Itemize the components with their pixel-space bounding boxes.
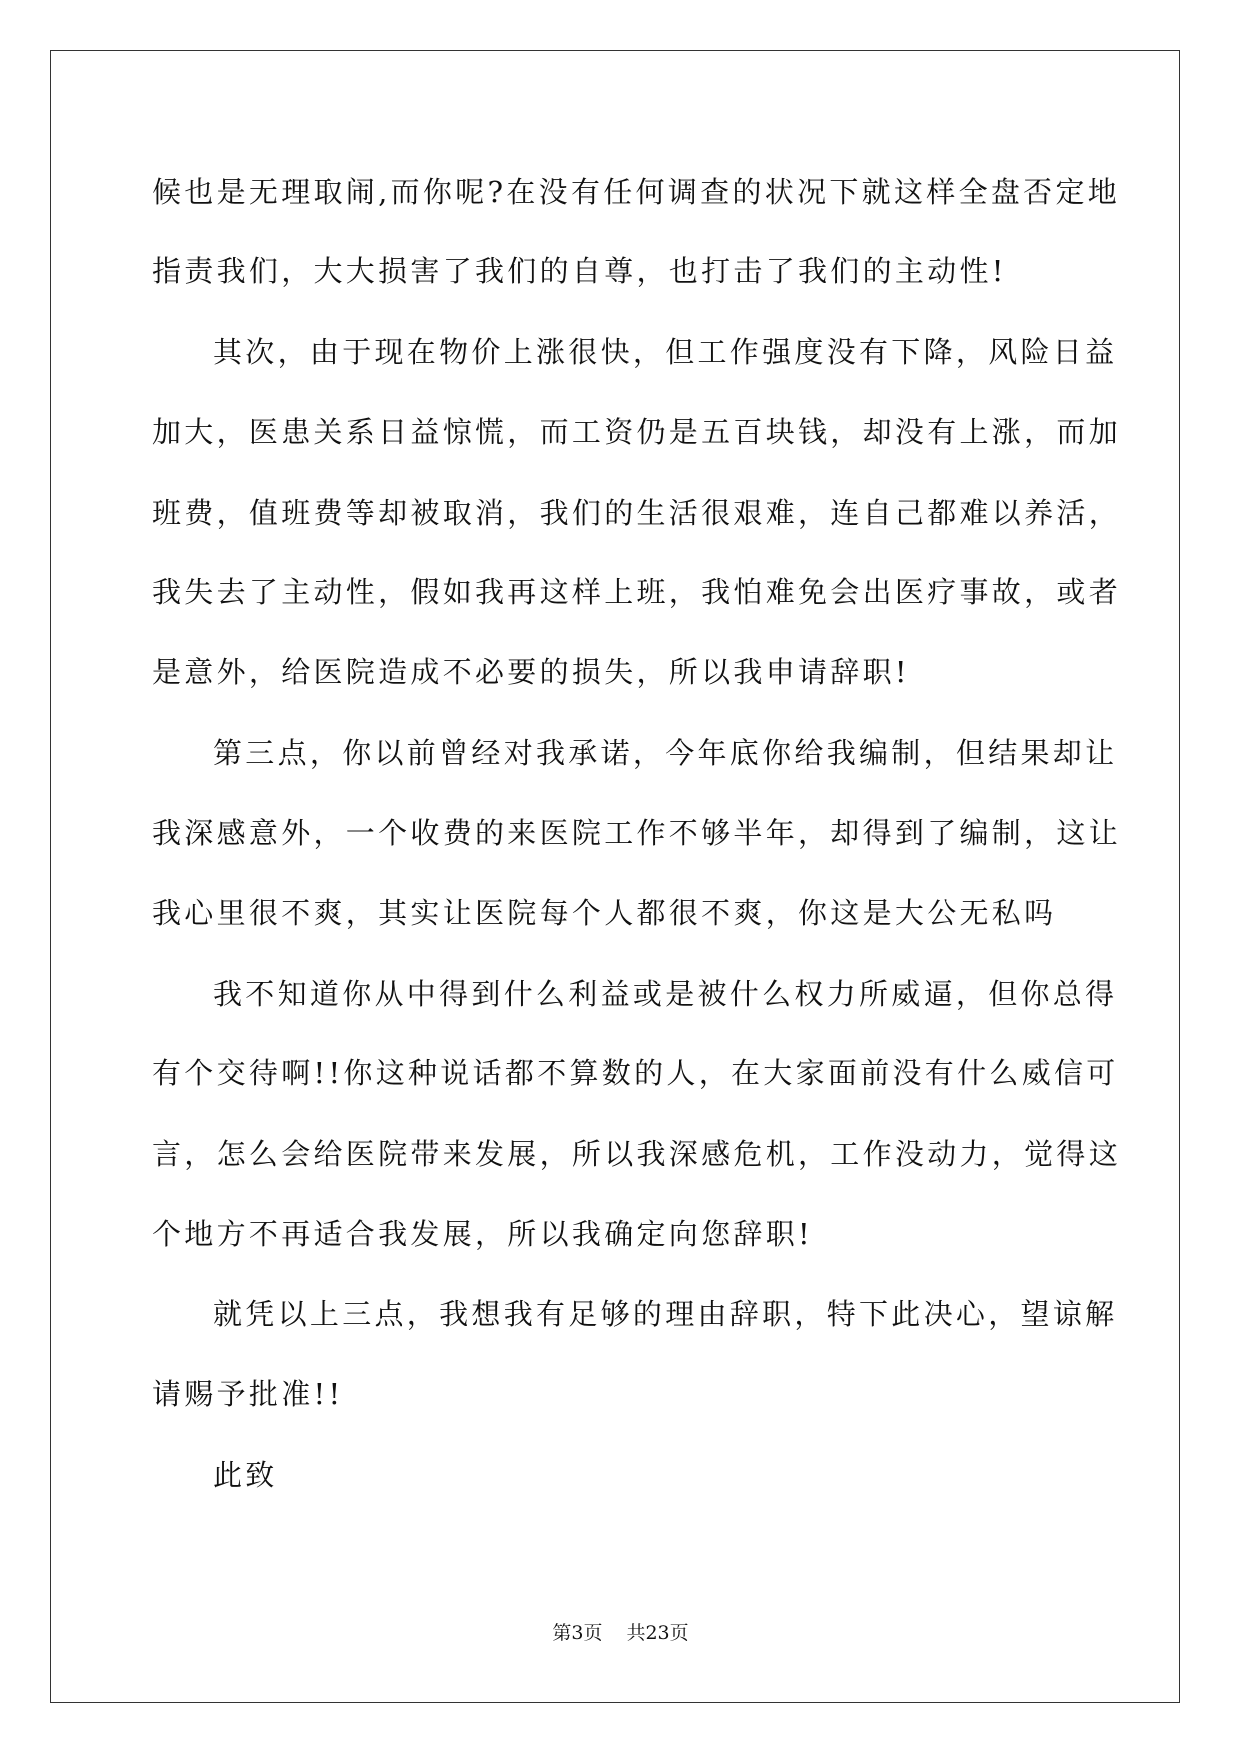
paragraph-start: 第三点，你以前曾经对我承诺，今年底你给我编制，但结果却让 [213,736,1118,770]
text-line: 我失去了主动性，假如我再这样上班，我怕难免会出医疗事故，或者 [152,575,1122,609]
page-number: 第3页 [552,1622,603,1644]
text-line: 加大，医患关系日益惊慌，而工资仍是五百块钱，却没有上涨，而加 [152,415,1122,449]
paragraph-start: 就凭以上三点，我想我有足够的理由辞职，特下此决心，望谅解 [213,1297,1118,1331]
text-line: 指责我们，大大损害了我们的自尊，也打击了我们的主动性! [152,254,1007,288]
text-line: 是意外，给医院造成不必要的损失，所以我申请辞职! [152,655,910,689]
paragraph-start: 我不知道你从中得到什么利益或是被什么权力所威逼，但你总得 [213,977,1118,1011]
text-line: 请赐予批准!! [152,1377,344,1411]
text-line: 个地方不再适合我发展，所以我确定向您辞职! [152,1217,813,1251]
text-line: 有个交待啊!!你这种说话都不算数的人，在大家面前没有什么威信可 [152,1056,1119,1090]
text-line: 我心里很不爽，其实让医院每个人都很不爽，你这是大公无私吗 [152,896,1057,930]
text-line: 我深感意外，一个收费的来医院工作不够半年，却得到了编制，这让 [152,816,1122,850]
page-total: 共23页 [626,1622,689,1644]
text-line: 班费，值班费等却被取消，我们的生活很艰难，连自己都难以养活， [152,496,1122,530]
paragraph-start: 其次，由于现在物价上涨很快，但工作强度没有下降，风险日益 [213,335,1118,369]
text-line: 候也是无理取闹,而你呢?在没有任何调查的状况下就这样全盘否定地 [152,175,1121,209]
text-line: 言，怎么会给医院带来发展，所以我深感危机，工作没动力，觉得这 [152,1137,1122,1171]
page-footer [0,1618,1241,1645]
closing-salutation: 此致 [213,1458,278,1492]
page-border [50,50,1180,1703]
